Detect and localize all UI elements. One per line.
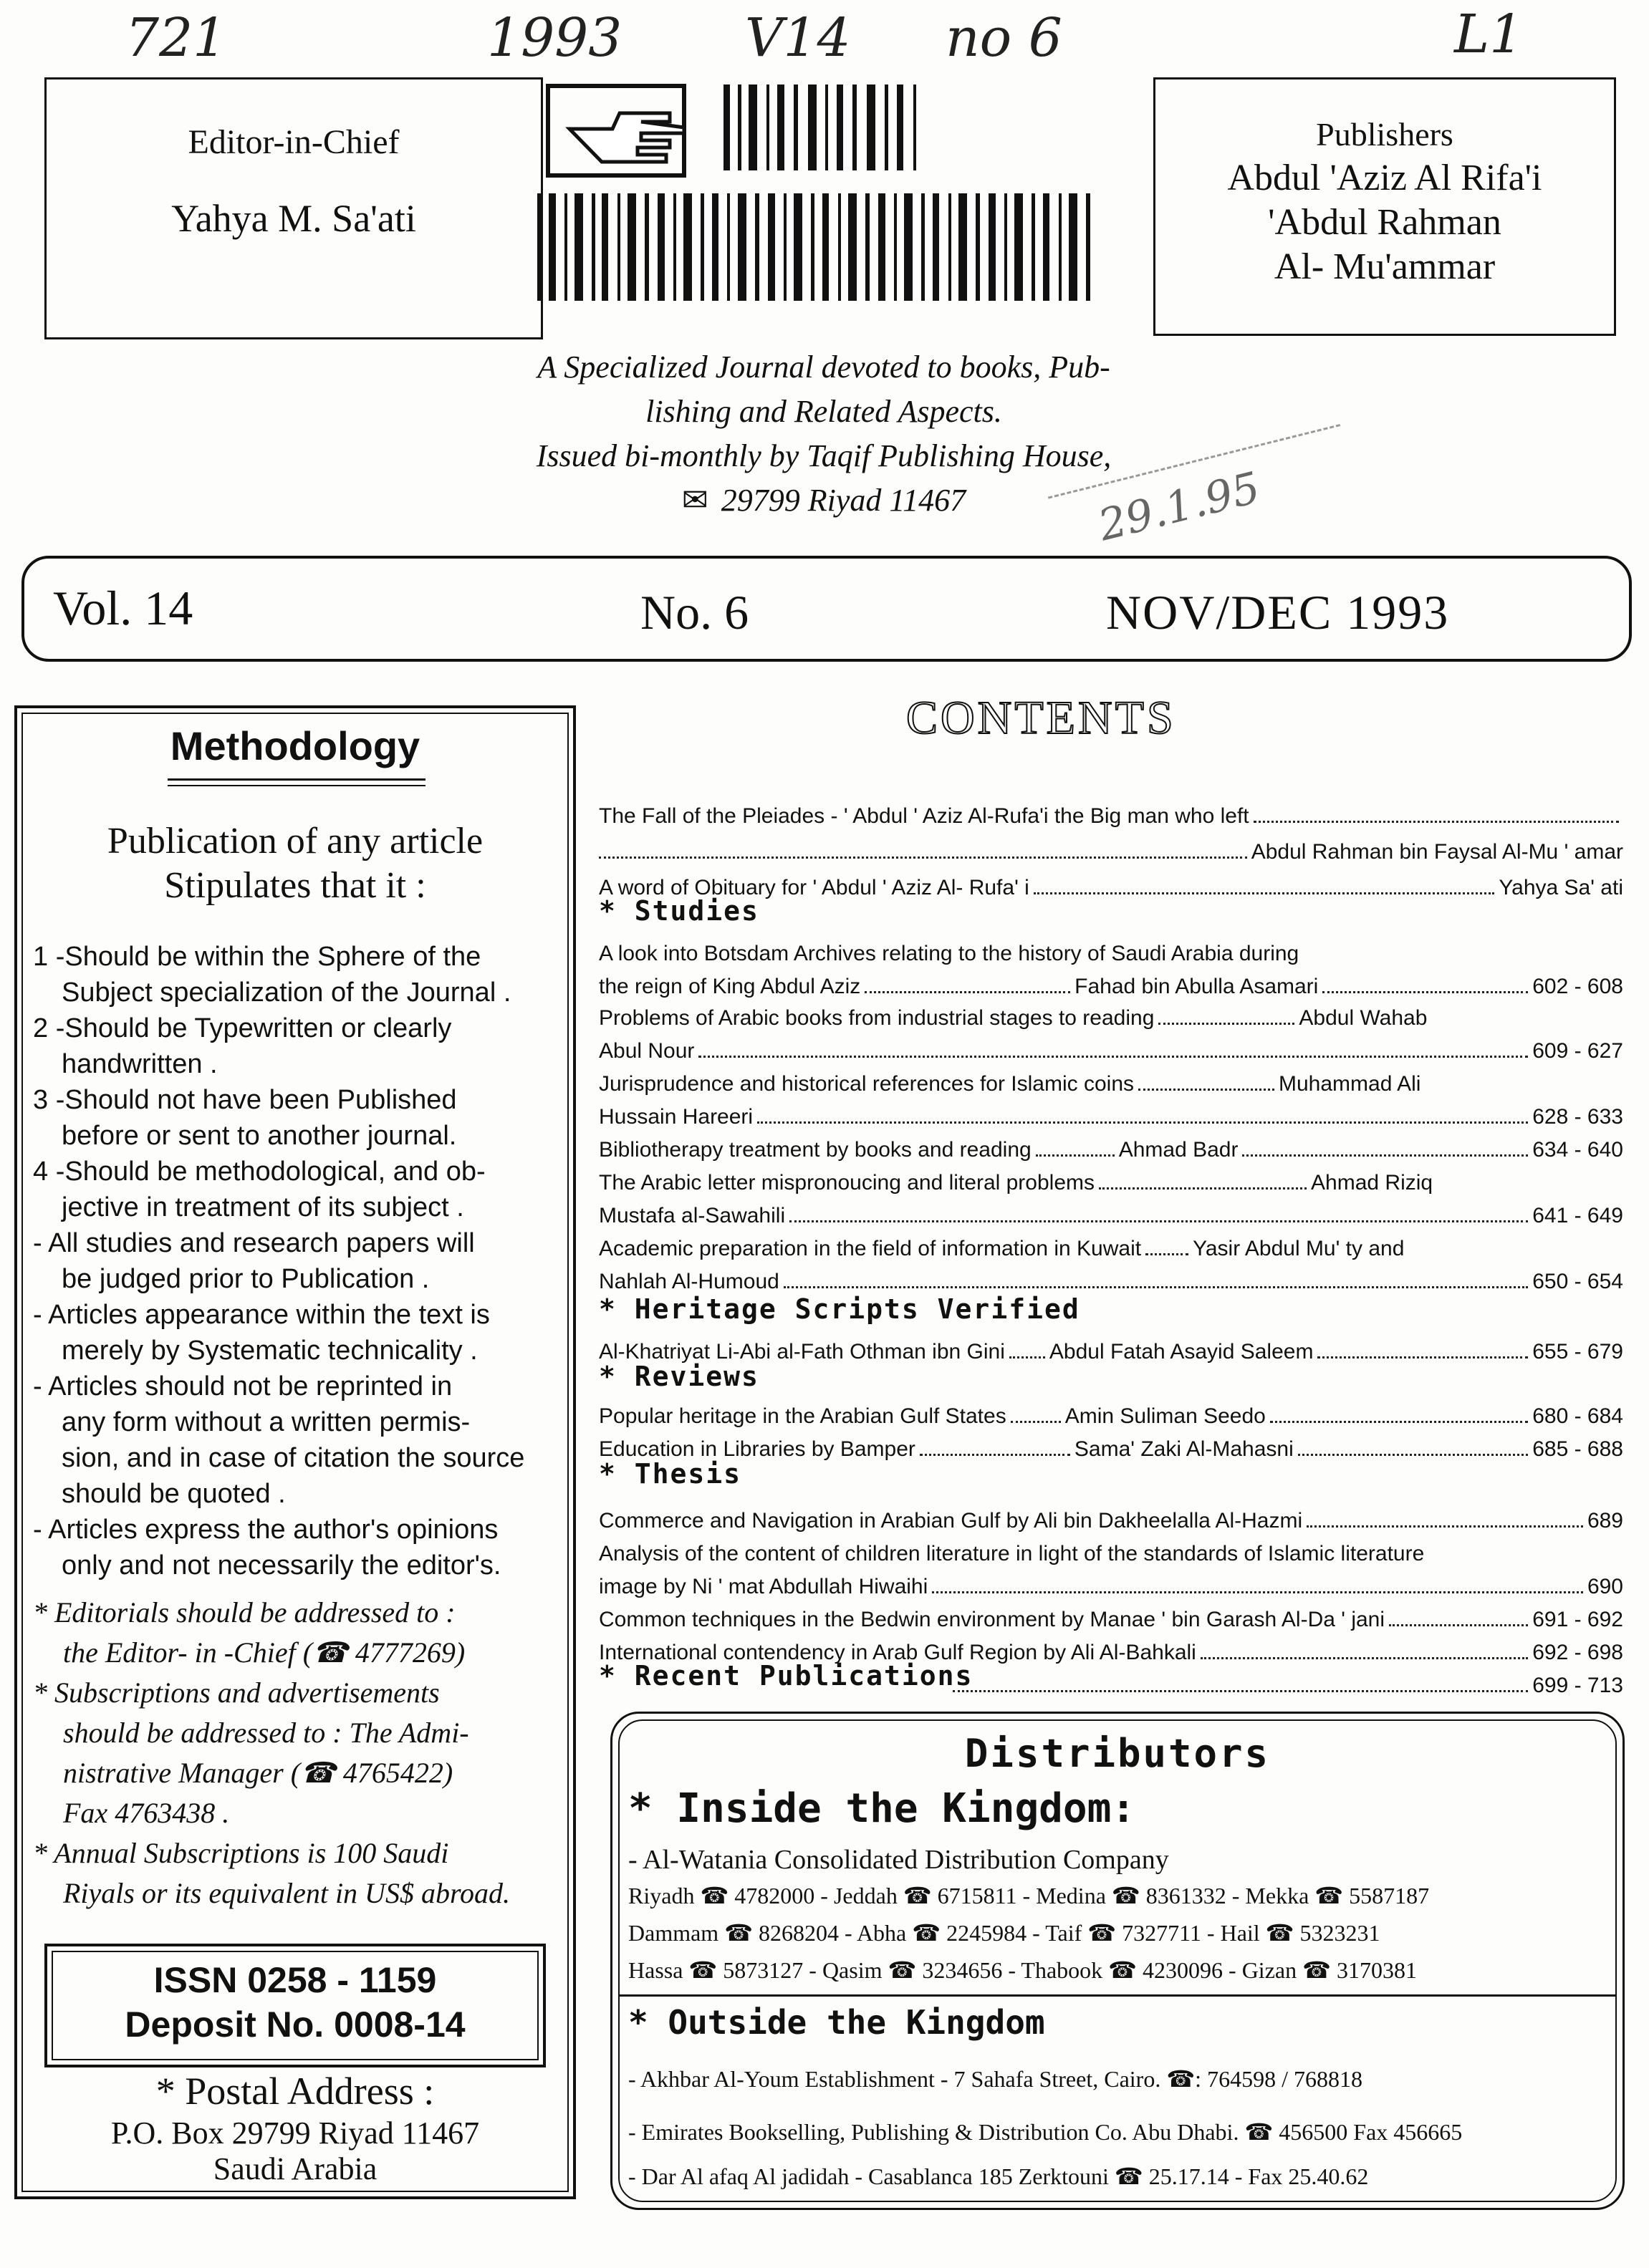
rule-line: jective in treatment of its subject . <box>62 1192 464 1222</box>
toc-entry: Common techniques in the Bedwin environment by Manae ' bin Garash Al-Da ' jani 691 - 692 <box>599 1608 1623 1631</box>
handwritten-volume: V14 <box>745 7 851 69</box>
postal-label: * Postal Address : <box>155 2070 435 2113</box>
note-line: * Editorials should be addressed to : <box>33 1596 456 1628</box>
issn-number: ISSN 0258 - 1159 <box>153 1960 437 2000</box>
toc-entry: Education in Libraries by Bamper Sama' Zaki Al-Mahasni 685 - 688 <box>599 1437 1623 1461</box>
toc-entry: Problems of Arabic books from industrial stages to reading Abdul Wahab <box>599 1006 1428 1030</box>
stamp-date: 29.1.95 <box>1093 463 1265 551</box>
journal-logo <box>530 79 1139 308</box>
section-thesis: * Thesis <box>599 1458 742 1490</box>
publisher-line: Abdul 'Aziz Al Rifa'i <box>1227 158 1542 198</box>
rule-line: Subject specialization of the Journal . <box>62 978 511 1008</box>
handwritten-number-issue: no 6 <box>946 7 1062 69</box>
distributors-box <box>610 1712 1625 2210</box>
postal-line: P.O. Box 29799 Riyad 11467 <box>110 2115 480 2151</box>
rule-line: before or sent to another journal. <box>62 1121 457 1151</box>
methodology-box <box>14 705 576 2199</box>
toc-entry: Analysis of the content of children literature in light of the standards of Islamic literature <box>599 1542 1425 1565</box>
publishers-label: Publishers <box>1316 116 1453 153</box>
toc-entry: Nahlah Al-Humoud 650 - 654 <box>599 1270 1623 1293</box>
rule-line: 2 -Should be Typewritten or clearly <box>33 1013 452 1043</box>
rule-line: 3 -Should not have been Published <box>33 1085 457 1115</box>
postal-line: Saudi Arabia <box>213 2151 378 2186</box>
note-line: nistrative Manager (☎ 4765422) <box>63 1757 453 1789</box>
note-line: the Editor- in -Chief (☎ 4777269) <box>63 1636 466 1669</box>
rule-line: merely by Systematic technicality . <box>62 1336 478 1366</box>
toc-entry: Bibliotherapy treatment by books and reading Ahmad Badr 634 - 640 <box>599 1138 1623 1162</box>
section-recent-publications: * Recent Publications <box>599 1660 973 1692</box>
tagline-line: lishing and Related Aspects. <box>645 394 1002 429</box>
editor-box <box>44 77 543 339</box>
toc-entry: International contendency in Arab Gulf Region by Ali Al-Bahkali 692 - 698 <box>599 1641 1623 1664</box>
toc-entry: Commerce and Navigation in Arabian Gulf by Ali bin Dakheelalla Al-Hazmi 689 <box>599 1509 1623 1533</box>
toc-entry: Mustafa al-Sawahili 641 - 649 <box>599 1204 1623 1227</box>
handwritten-year: 1993 <box>487 7 622 69</box>
issue-number: No. 6 <box>640 585 749 640</box>
note-line: Fax 4763438 . <box>63 1797 230 1829</box>
rule-line: 1 -Should be within the Sphere of the <box>33 942 481 972</box>
rule-line: should be quoted . <box>62 1479 286 1509</box>
inside-row: Dammam ☎ 8268204 - Abha ☎ 2245984 - Taif ☎ 7327711 - Hail ☎ 5323231 <box>628 1920 1380 1946</box>
subtitle-line: Stipulates that it : <box>164 865 426 906</box>
pointing-hand-icon <box>569 113 684 162</box>
rule-line: - All studies and research papers will <box>33 1228 475 1258</box>
issn-box <box>44 1944 546 2067</box>
subtitle-line: Publication of any article <box>107 821 484 862</box>
outside-row: - Dar Al afaq Al jadidah - Casablanca 185 Zerktouni ☎ 25.17.14 - Fax 25.40.62 <box>628 2163 1369 2189</box>
rule-line: be judged prior to Publication . <box>62 1264 430 1294</box>
rule-line: only and not necessarily the editor's. <box>62 1550 501 1581</box>
inside-company: - Al-Watania Consolidated Distribution Company <box>628 1845 1169 1875</box>
methodology-title: Methodology <box>170 723 420 768</box>
toc-entry: Abul Nour 609 - 627 <box>599 1039 1623 1063</box>
toc-entry: Hussain Hareeri 628 - 633 <box>599 1105 1623 1129</box>
issue-date: NOV/DEC 1993 <box>1106 585 1450 640</box>
editor-name: Yahya M. Sa'ati <box>171 197 416 240</box>
inside-row: Riyadh ☎ 4782000 - Jeddah ☎ 6715811 - Medina ☎ 8361332 - Mekka ☎ 5587187 <box>628 1883 1430 1909</box>
rule-line: 4 -Should be methodological, and ob- <box>33 1157 486 1187</box>
rule-line: sion, and in case of citation the source <box>62 1443 525 1473</box>
rule-line: any form without a written permis- <box>62 1407 471 1437</box>
rule-line: handwritten . <box>62 1049 218 1079</box>
publisher-line: Al- Mu'ammar <box>1274 246 1496 287</box>
section-reviews: * Reviews <box>599 1361 759 1392</box>
logo-graphic <box>530 79 1139 308</box>
section-studies: * Studies <box>599 895 759 927</box>
methodology-subtitle <box>17 819 573 908</box>
postal-address <box>17 2115 573 2187</box>
toc-entry: Popular heritage in the Arabian Gulf States Amin Suliman Seedo 680 - 684 <box>599 1404 1623 1428</box>
toc-entry: Al-Khatriyat Li-Abi al-Fath Othman ibn Gini Abdul Fatah Asayid Saleem 655 - 679 <box>599 1340 1623 1364</box>
note-line: Riyals or its equivalent in US$ abroad. <box>63 1877 511 1909</box>
publishers-box <box>1153 77 1616 336</box>
rule-line: - Articles should not be reprinted in <box>33 1371 453 1401</box>
deposit-number: Deposit No. 0008-14 <box>125 2004 466 2045</box>
outside-row: - Akhbar Al-Youm Establishment - 7 Sahafa Street, Cairo. ☎: 764598 / 768818 <box>628 2066 1362 2092</box>
tagline-address: ✉ 29799 Riyad 11467 <box>681 483 966 518</box>
note-line: should be addressed to : The Admi- <box>63 1717 469 1749</box>
toc-entry: The Fall of the Pleiades - ' Abdul ' Aziz Al-Rufa'i the Big man who left <box>599 804 1623 829</box>
publisher-line: 'Abdul Rahman <box>1268 202 1501 243</box>
toc-entry: image by Ni ' mat Abdullah Hiwaihi 690 <box>599 1575 1623 1598</box>
tagline-line: A Specialized Journal devoted to books, Pub- <box>537 349 1110 385</box>
handwritten-code: L1 <box>1454 4 1524 65</box>
envelope-icon: ✉ <box>681 483 708 518</box>
outside-row: - Emirates Bookselling, Publishing & Distribution Co. Abu Dhabi. ☎ 456500 Fax 456665 <box>628 2119 1463 2145</box>
inside-row: Hassa ☎ 5873127 - Qasim ☎ 3234656 - Thabook ☎ 4230096 - Gizan ☎ 3170381 <box>628 1957 1417 1983</box>
note-line: * Annual Subscriptions is 100 Saudi <box>33 1837 449 1869</box>
toc-entry: Jurisprudence and historical references for Islamic coins Muhammad Ali <box>599 1072 1421 1096</box>
toc-entry: A look into Botsdam Archives relating to the history of Saudi Arabia during <box>599 942 1299 965</box>
contents-title: CONTENTS <box>906 692 1176 744</box>
toc-entry: Abdul Rahman bin Faysal Al-Mu ' amar <box>599 839 1623 865</box>
inside-kingdom-label: * Inside the Kingdom: <box>628 1785 1136 1832</box>
toc-entry: A word of Obituary for ' Abdul ' Aziz Al- Rufa' i Yahya Sa' ati <box>599 876 1623 899</box>
toc-entry: 699 - 713 <box>953 1673 1623 1699</box>
rule-line: - Articles express the author's opinions <box>33 1515 499 1545</box>
rule-line: - Articles appearance within the text is <box>33 1300 490 1330</box>
note-line: * Subscriptions and advertisements <box>33 1676 440 1709</box>
distributors-title: Distributors <box>964 1731 1271 1776</box>
title-underline <box>168 778 426 786</box>
distributors-divider <box>620 1994 1615 1997</box>
toc-entry: the reign of King Abdul Aziz Fahad bin Abulla Asamari 602 - 608 <box>599 975 1623 998</box>
handwritten-number: 721 <box>125 7 227 69</box>
toc-entry: Academic preparation in the field of information in Kuwait Yasir Abdul Mu' ty and <box>599 1237 1405 1260</box>
issue-banner <box>21 556 1632 662</box>
outside-kingdom-label: * Outside the Kingdom <box>628 2003 1045 2042</box>
methodology-rules <box>33 939 563 1583</box>
methodology-notes <box>33 1593 563 1914</box>
toc-entry: The Arabic letter mispronoucing and literal problems Ahmad Riziq <box>599 1171 1433 1195</box>
issue-volume: Vol. 14 <box>53 581 193 635</box>
section-heritage: * Heritage Scripts Verified <box>599 1293 1080 1325</box>
editor-label: Editor-in-Chief <box>188 123 400 161</box>
tagline-line: Issued bi-monthly by Taqif Publishing House, <box>536 438 1112 473</box>
